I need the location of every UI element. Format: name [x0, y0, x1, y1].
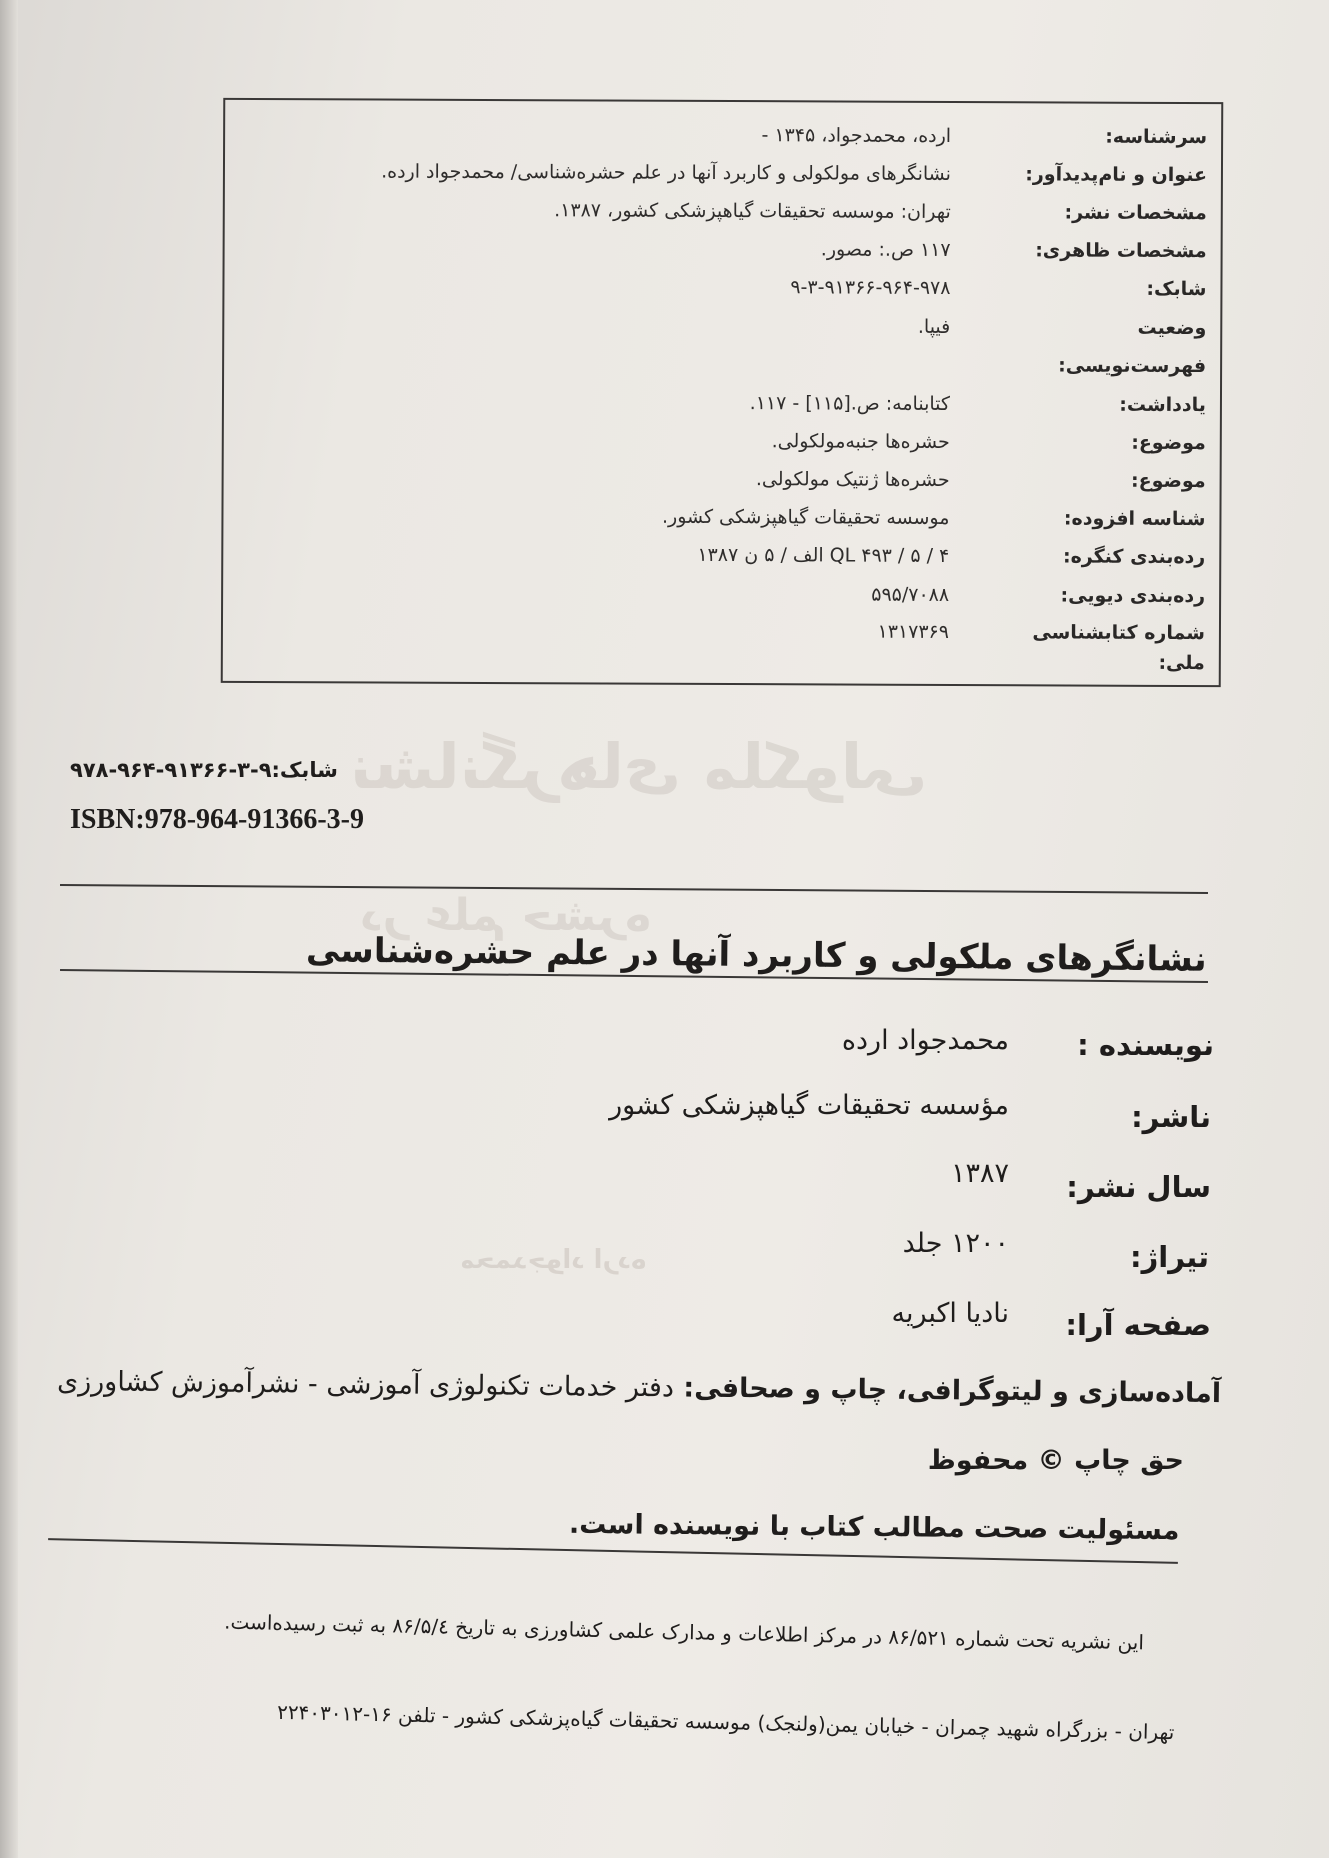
cip-row: [225, 198, 1221, 240]
cip-label: مشخصات ظاهری:: [1035, 239, 1207, 263]
cip-label: ملی:: [1158, 651, 1205, 675]
cip-label: شابک:: [1146, 277, 1207, 301]
author-label: نویسنده :: [1077, 1028, 1214, 1062]
cip-value: تهران: موسسه تحقیقات گیاهپزشکی کشور، ۱۳۸۷.: [554, 199, 951, 223]
registration-note: این نشریه تحت شماره ۸۶/۵۲۱ در مرکز اطلاعات و مدارک علمی کشاورزی به تاریخ ۸۶/۵/٤ به ثبت رسیده‌است.: [223, 1609, 1145, 1655]
cip-label: رده‌بندی دیویی:: [1060, 584, 1206, 608]
cip-value: موسسه تحقیقات گیاهپزشکی کشور.: [661, 505, 950, 529]
author-value: محمدجواد ارده: [841, 1025, 1009, 1056]
cip-value: حشره‌ها ژنتیک مولکولی.: [755, 468, 950, 491]
cip-value: کتابنامه: ص.[۱۱۵] - ۱۱۷.: [749, 392, 950, 415]
cip-value: حشره‌ها جنبه‌مولکولی.: [771, 430, 950, 453]
cip-row: [225, 236, 1221, 278]
print-run-label: تیراژ:: [1130, 1240, 1209, 1274]
cip-label: وضعیت: [1137, 316, 1207, 340]
publisher-value: مؤسسه تحقیقات گیاهپزشکی کشور: [609, 1090, 1009, 1121]
cip-row: [223, 542, 1219, 584]
cip-value: ۱۱۷ ص.: مصور.: [820, 238, 951, 261]
cip-label: شناسه افزوده:: [1063, 507, 1206, 531]
layout-designer-value: نادیا اکبریه: [891, 1298, 1009, 1329]
cip-row: [224, 313, 1220, 355]
cip-value: ۱۳۱۷۳۶۹: [877, 620, 950, 643]
page-spine-shadow: [0, 0, 18, 1858]
cip-row: [223, 581, 1219, 623]
cip-label: فهرست‌نویسی:: [1058, 354, 1207, 378]
show-through-line: محمدجواد ارده: [460, 1245, 647, 1275]
publisher-label: ناشر:: [1131, 1100, 1211, 1134]
cip-label: یادداشت:: [1119, 393, 1206, 417]
production-line: [57, 1366, 1221, 1409]
cip-label: موضوع:: [1131, 469, 1206, 493]
cip-label: عنوان و نام‌پدیدآور:: [1025, 163, 1208, 187]
cataloging-box: [221, 98, 1224, 687]
cip-row: [224, 351, 1220, 393]
show-through-title: نشانگرهای ملکولی: [350, 730, 927, 803]
cip-label: موضوع:: [1131, 431, 1206, 455]
isbn-persian: شابک:۹-۳-۹۱۳۶۶-۹۶۴-۹۷۸: [70, 758, 338, 782]
cip-value: فیپا.: [917, 315, 951, 338]
isbn-latin: ISBN:978-964-91366-3-9: [70, 804, 364, 835]
cip-row: [225, 122, 1221, 164]
cip-label: مشخصات نشر:: [1064, 201, 1207, 225]
print-run-value: ۱۲۰۰ جلد: [902, 1228, 1009, 1259]
production-label: آماده‌سازی و لیتوگرافی، چاپ و صحافی:: [683, 1372, 1222, 1410]
cip-value: QL ۴۹۳ / ۵ / ۴ الف / ۵ ن ۱۳۸۷: [697, 543, 950, 567]
cip-row: [224, 390, 1220, 432]
publish-year-label: سال نشر:: [1066, 1170, 1211, 1204]
cip-row: [224, 274, 1220, 316]
production-value: دفتر خدمات تکنولوژی آموزشی - نشرآموزش کشاورزی: [56, 1365, 674, 1404]
publish-year-value: ۱۳۸۷: [950, 1158, 1009, 1189]
cip-value: ۵۹۵/۷۰۸۸: [871, 583, 950, 606]
cip-value: ارده، محمدجواد، ۱۳۴۵ -: [761, 124, 952, 147]
address-note: تهران - بزرگراه شهید چمران - خیابان یمن(ولنجک) موسسه تحقیقات گیاه‌پزشکی کشور - تلفن ۱۶-۲۲۴۰۳۰۱۲: [276, 1699, 1175, 1745]
cip-value: ۹-۳-۹۱۳۶۶-۹۶۴-۹۷۸: [790, 276, 951, 299]
cip-label: شماره کتابشناسی: [1032, 621, 1206, 645]
cip-label: سرشناسه:: [1105, 125, 1208, 149]
cip-row: [225, 160, 1221, 202]
cip-value: نشانگرهای مولکولی و کاربرد آنها در علم حشره‌شناسی/ محمدجواد ارده.: [381, 160, 952, 185]
cip-row: [223, 648, 1219, 690]
show-through-subtitle: در علم حشره: [360, 890, 651, 941]
cip-label: رده‌بندی کنگره:: [1062, 545, 1206, 569]
layout-designer-label: صفحه آرا:: [1065, 1308, 1211, 1342]
responsibility-notice: مسئولیت صحت مطالب کتاب با نویسنده است.: [568, 1508, 1180, 1547]
cip-row: [224, 428, 1220, 470]
copyright-notice: حق چاپ © محفوظ: [927, 1445, 1184, 1476]
cip-row: [223, 504, 1219, 546]
cip-row: [224, 466, 1220, 508]
book-title: نشانگرهای ملکولی و کاربرد آنها در علم حشره‌شناسی: [306, 930, 1208, 980]
